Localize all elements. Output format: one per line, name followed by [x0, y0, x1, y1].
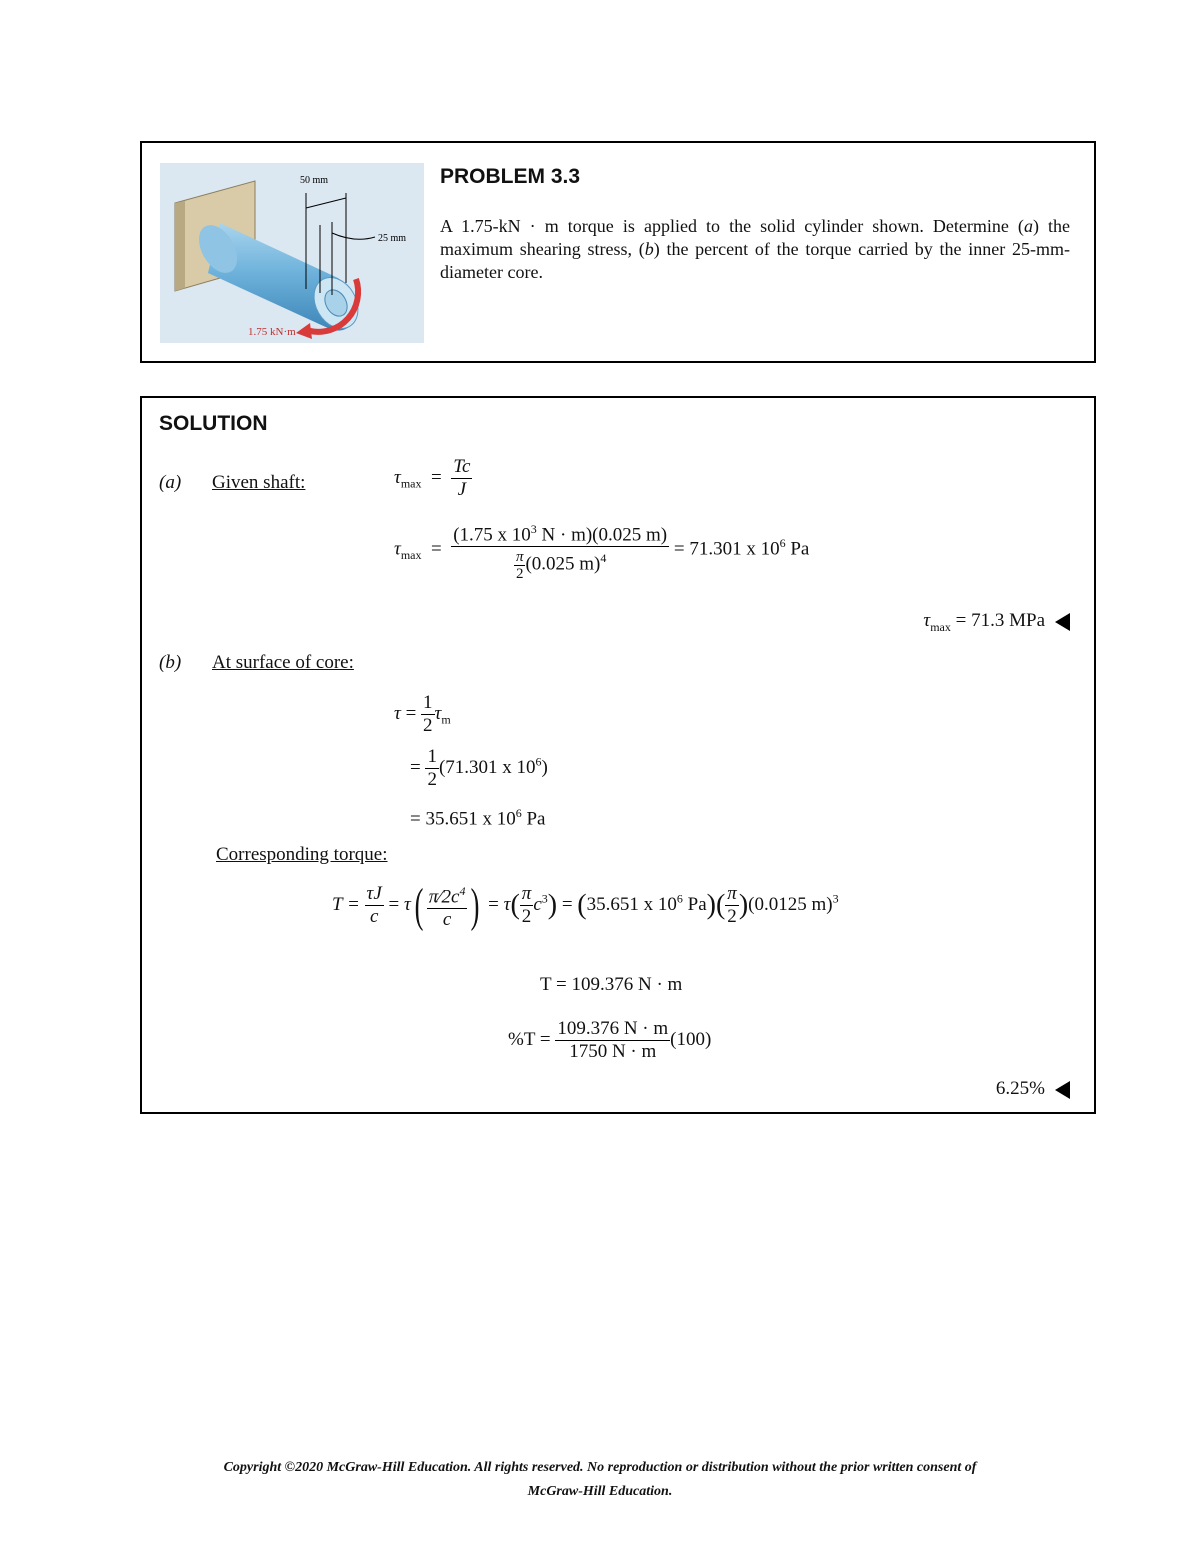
two: 2	[427, 769, 437, 790]
part-a-label: (a)	[159, 472, 182, 493]
stress-den	[512, 547, 608, 581]
line3-unit: Pa	[521, 808, 546, 830]
answer-marker-icon	[1055, 613, 1070, 631]
c: c	[442, 909, 452, 931]
line3-exp: 6	[515, 806, 522, 820]
part-a-heading: Given shaft:	[212, 472, 306, 493]
one: 1	[423, 692, 433, 713]
max-sub: max	[930, 619, 951, 634]
dim-outer-label: 50 mm	[300, 175, 329, 186]
j-den: J	[457, 479, 467, 500]
stress-num	[451, 518, 669, 547]
tc-over-j	[451, 456, 472, 501]
stress-result: = 71.301 x 10	[673, 538, 780, 560]
num-exp: 3	[530, 522, 537, 536]
stress-fraction	[451, 518, 669, 582]
solution-title: SOLUTION	[159, 412, 268, 435]
pi2c4: $\pi⁄2c^4$	[427, 880, 468, 909]
result-unit: Pa	[785, 538, 810, 560]
cylinder-illustration	[160, 163, 424, 343]
m-sub: m	[441, 712, 451, 727]
pi-num: π	[515, 548, 524, 565]
problem-text-2: ) the maximum shearing stress, (	[440, 216, 1071, 259]
half-2	[425, 746, 439, 791]
part-b-heading: At surface of core:	[212, 652, 354, 673]
max-sub: max	[400, 476, 422, 491]
pct-fraction	[555, 1018, 670, 1063]
torque-equation: T = $\frac{\tau J}{c}$ = τ( $\frac{\pi⁄2c^4}{c}$ ) = τ( $\frac{\pi}{2}$ $c^3) = (35.651$ x $10^6$ Pa)( $\frac{\pi}{2}$ )(0.0125 m)$^3$	[332, 878, 839, 932]
part-b-label: (b)	[159, 652, 182, 673]
two: 2	[423, 715, 433, 736]
den-rest: (0.025 m)	[525, 553, 601, 575]
tau-symbol: τ	[394, 466, 401, 488]
two-den: 2	[515, 565, 524, 582]
problem-box	[140, 141, 1096, 363]
line2-exp: 6	[535, 754, 542, 769]
pi-2-b: $\frac{\pi}{2}$	[727, 883, 737, 928]
torque-label: 1.75 kN·m	[248, 326, 296, 338]
tau-m: τ	[434, 702, 442, 724]
half	[421, 692, 435, 737]
footer-line-2: McGraw-Hill Education.	[527, 1484, 673, 1499]
footer-line-1: Copyright ©2020 McGraw-Hill Education. All rights reserved. No reproduction or distribution without the prior written consent of	[223, 1460, 977, 1475]
problem-text-1: A 1.75-kN · m torque is applied to the solid cylinder shown. Determine (	[440, 216, 1024, 236]
problem-title: PROBLEM 3.3	[440, 165, 581, 188]
dim-inner-label: 25 mm	[378, 233, 407, 244]
equals: =	[426, 538, 447, 560]
line3: = 35.651 x 10	[410, 808, 516, 830]
tau-symbol: τ	[394, 538, 401, 560]
answer-a	[923, 610, 1070, 635]
problem-text-3: ) the percent of the torque carried by the inner 25-mm-diameter core.	[440, 239, 1070, 282]
line2-val: (71.301 x 10	[438, 756, 536, 778]
pct-lhs: %T =	[508, 1028, 551, 1050]
problem-text-a: a	[1023, 216, 1033, 236]
answer-a-value: = 71.3 MPa	[955, 610, 1045, 631]
answer-marker-icon	[1055, 1081, 1070, 1099]
tauj-over-c	[365, 883, 384, 928]
result-exp: 6	[779, 535, 786, 550]
tc-num: Tc	[453, 456, 471, 477]
den-exp: 4	[600, 551, 607, 566]
max-sub: max	[400, 548, 422, 563]
core-stress-eq3	[410, 806, 545, 830]
torque-heading: Corresponding torque:	[216, 844, 388, 865]
pct-num: 109.376 N · m	[557, 1018, 669, 1039]
torque-result: T = 109.376 N · m	[540, 974, 683, 995]
pi-2-a: $\frac{\pi}{2}$	[521, 883, 532, 928]
core-stress-eq1: τ = $\frac{1}{2}$ $\tau_m$	[394, 692, 451, 736]
cylinder-figure	[160, 163, 424, 343]
tau-symbol: τ	[923, 610, 931, 631]
pi2c4-over-c	[427, 880, 468, 931]
one: 1	[427, 746, 437, 767]
problem-statement	[440, 215, 1070, 284]
eq-tau-max-calc	[394, 518, 809, 582]
copyright-footer	[0, 1456, 1200, 1504]
tauj-num: τJ	[366, 883, 382, 905]
pct-den: 1750 N · m	[569, 1041, 657, 1062]
answer-b-value: 6.25%	[995, 1078, 1045, 1099]
num-rest: N · m)(0.025 m)	[536, 524, 668, 546]
tau-symbol: τ	[394, 702, 401, 724]
solution-box	[140, 396, 1096, 1114]
core-stress-eq2: = $\frac{1}{2}$ (71.301 x $10^6$)	[410, 746, 548, 790]
eq-tau-max-def	[394, 456, 472, 501]
t-lhs: T =	[332, 894, 360, 916]
c-den: c	[369, 906, 379, 928]
answer-b	[996, 1078, 1070, 1100]
problem-text-b: b	[644, 239, 654, 259]
pi-over-2	[514, 549, 526, 582]
num-a: (1.75 x 10	[453, 524, 531, 546]
percent-equation	[508, 1018, 711, 1063]
equals: =	[426, 466, 447, 488]
pct-factor: (100)	[670, 1028, 712, 1050]
